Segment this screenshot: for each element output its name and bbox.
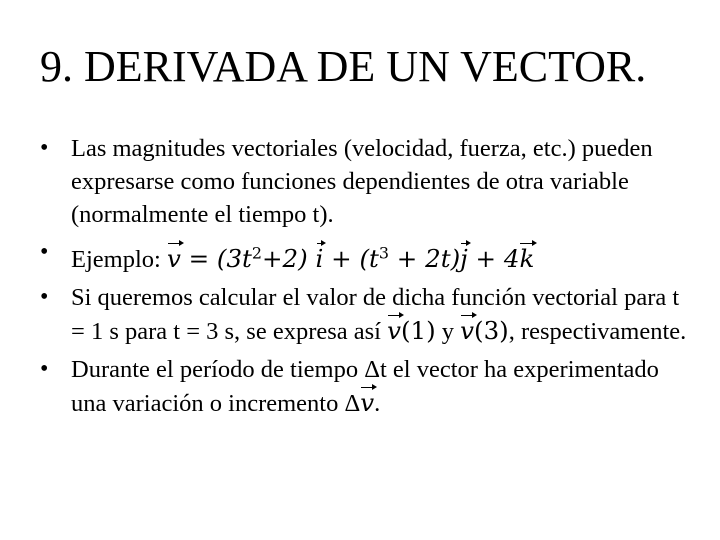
bullet-dot-icon: •: [40, 355, 49, 382]
bullet-dot-icon: •: [40, 239, 49, 265]
unit-vector-k: k: [519, 243, 535, 273]
v-of-1: v(1): [387, 315, 436, 345]
unit-vector-i: i: [315, 243, 324, 273]
bullet-text: Las magnitudes vectoriales (velocidad, fuerza, etc.) pueden expresarse como funciones dependientes de otra variable (normalmente el tiempo t).: [71, 135, 653, 228]
vector-v-increment: v: [360, 387, 375, 417]
bullet-dot-icon: •: [40, 283, 49, 310]
exponent: 3: [378, 243, 389, 262]
bullet-dot-icon: •: [40, 135, 49, 161]
vector-v: v: [166, 243, 181, 273]
exponent: 2: [251, 243, 263, 262]
example-label: Ejemplo:: [71, 245, 167, 273]
bullet-item-vector-magnitudes: [40, 132, 690, 231]
bullet-text: Si queremos calcular el valor de dicha función vectorial para t = 1 s para t = 3 s, se expresa así: [71, 283, 680, 345]
slide-title: 9. DERIVADA DE UN VECTOR.: [40, 42, 647, 91]
bullet-item-evaluate-function: • Si queremos calcular el valor de dicha función vectorial para t = 1 s para t = 3 s, se expresa así v(1) y v(3), respectivamente.: [40, 281, 690, 348]
bullet-list: [40, 132, 690, 425]
example-equation: $v = (3t^2+2) i + (t^3 + 2t)j + 4k$: [166, 243, 535, 273]
v-of-3: v(3): [460, 315, 509, 345]
unit-vector-j: j: [460, 243, 468, 273]
bullet-text: Durante el período de tiempo Δt el vector ha experimentado una variación o incremento Δ: [71, 355, 659, 417]
bullet-item-example: [40, 236, 690, 276]
bullet-item-increment: • Durante el período de tiempo Δt el vector ha experimentado una variación o incremento Δv.: [40, 353, 690, 420]
